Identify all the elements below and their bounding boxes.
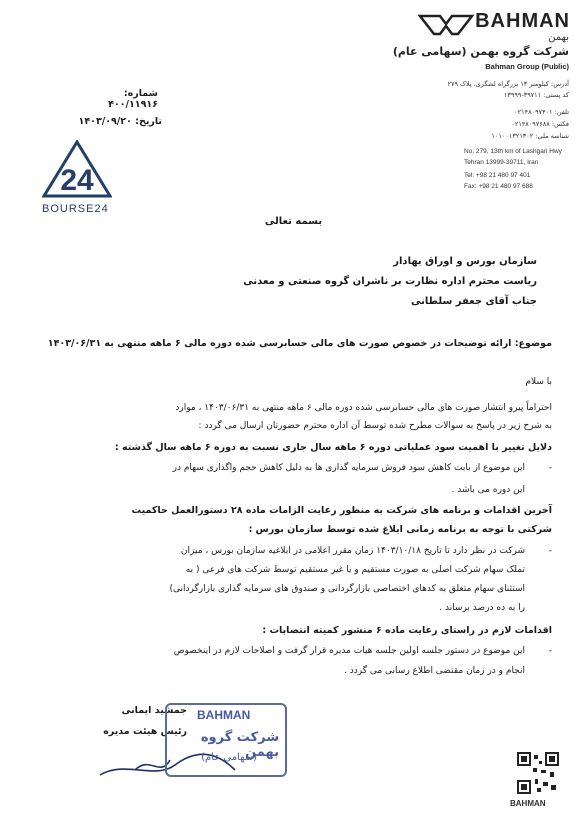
section-1-line-2: این دوره می باشد . xyxy=(451,485,525,495)
bourse24-logo-text: BOURSE24 xyxy=(42,203,109,215)
company-name-en: Bahman Group (Public) xyxy=(485,62,569,71)
stamp-company-name: شرکت گروه بهمن xyxy=(200,730,279,760)
section-heading-3: اقدامات لازم در راستای رعایت ماده ۶ منشور کمیته انتصابات : xyxy=(262,625,552,636)
recipient-line-1: سازمان بورس و اوراق بهادار xyxy=(393,256,537,267)
stamp-company-type: (سهامی عام) xyxy=(201,752,257,763)
fax-fa: فکس: ۰۲۱۴۸۰۹۷۶۸۸ xyxy=(511,120,569,128)
section-heading-2-line-1: آخرین اقدامات و برنامه های شرکت به منظور رعایت الزامات ماده ۲۸ دستورالعمل حاکمیت xyxy=(131,505,552,516)
subject: موضوع: ارائه توضیحات در خصوص صورت های مالی حسابرسی شده دوره مالی ۶ ماهه منتهی به ۱۴۰۳/۰۶/۳۱ xyxy=(47,338,552,349)
section-heading-1: دلایل تغییر با اهمیت سود عملیاتی دوره ۶ ماهه سال جاری نسبت به دوره ۶ ماهه سال گذشته : xyxy=(114,442,552,453)
city-en: Tehran 13999-39711, Iran xyxy=(464,159,539,166)
fax-en: Fax: +98 21 480 97 688 xyxy=(464,183,533,190)
bullet-dash: - xyxy=(548,546,552,556)
bullet-dash: - xyxy=(548,646,552,656)
qr-code-icon xyxy=(517,752,559,794)
brand-name: BAHMAN xyxy=(475,10,570,32)
intro-line-1: احتراماً پیرو انتشار صورت های مالی حسابرسی شده دوره مالی ۶ ماهه منتهی به ۱۴۰۳/۰۶/۳۱ ، موارد xyxy=(175,403,552,413)
national-id-fa: شناسه ملی: ۱۰۱۰۰۱۳۲۱۳۰۲ xyxy=(491,132,569,140)
section-2-line-3: استثنای سهام متعلق به کدهای اختصاصی بازارگردانی و صندوق های سرمایه گذاری بازارگردانی) xyxy=(169,584,525,594)
svg-text:24: 24 xyxy=(60,164,94,197)
address-en: No. 279, 13th km of Lashgari Hwy xyxy=(464,148,562,155)
section-1-line-1: این موضوع از بابت کاهش سود فروش سرمایه گذاری ها به دلیل کاهش حجم واگذاری سهام در xyxy=(172,463,525,473)
qr-label: BAHMAN xyxy=(510,799,546,808)
stamp-brand: BAHMAN xyxy=(197,708,251,722)
section-2-line-1: شرکت در نظر دارد تا تاریخ ۱۴۰۳/۱۰/۱۸ زمان مقرر اعلامی در ابلاغیه سازمان بورس ، میزان xyxy=(180,546,525,556)
recipient-line-3: جناب آقای جعفر سلطانی xyxy=(411,296,537,307)
signatory-name: جمشید ایمانی xyxy=(121,705,187,716)
bourse24-logo-icon xyxy=(42,140,112,198)
address-fa: آدرس: کیلومتر ۱۳ بزرگراه لشگری، پلاک ۲۷۹ xyxy=(447,80,569,88)
invocation: بسمه تعالی xyxy=(264,216,323,227)
reference-date: تاریخ: ۱۴۰۳/۰۹/۲۰ xyxy=(78,116,162,127)
section-heading-2-line-2: شرکتی با توجه به برنامه زمانی ابلاغ شده توسط سازمان بورس : xyxy=(248,524,552,535)
greeting: با سلام xyxy=(525,377,552,387)
company-stamp xyxy=(165,703,287,777)
signatory-title: رئیس هیئت مدیره xyxy=(103,726,187,737)
company-name-fa: شرکت گروه بهمن (سهامی عام) xyxy=(392,45,569,58)
tel-en: Tel: +98 21 480 97 401 xyxy=(464,172,531,179)
section-3-line-1: این موضوع در دستور جلسه اولین جلسه هیات مدیره قرار گرفت و اصلاحات لازم در اینخصوص xyxy=(173,646,525,656)
postal-code-fa: کد پستی: ۳۹۷۱۱-۱۳۹۹۹ xyxy=(503,91,569,99)
phone-fa: تلفن: ۰۲۱۴۸۰۹۷۴۰۱ xyxy=(514,108,569,116)
brand-name-fa: بهمن xyxy=(548,32,569,43)
bullet-dash: - xyxy=(548,463,552,473)
bahman-logo-icon xyxy=(418,12,474,40)
section-3-line-2: انجام و در زمان مقتضی اطلاع رسانی می گردد . xyxy=(344,666,525,676)
reference-number: شماره: ۴۰۰/۱۱۹۱۶ xyxy=(108,88,158,110)
recipient-line-2: ریاست محترم اداره نظارت بر ناشران گروه صنعتی و معدنی xyxy=(243,276,537,287)
intro-line-2: به شرح زیر در پاسخ به سوالات مطرح شده توسط آن اداره محترم حضورتان ارسال می گردد : xyxy=(198,421,552,431)
section-2-line-2: تملک سهام شرکت اصلی به صورت مستقیم و یا غیر مستقیم توسط شرکت های فرعی ( به xyxy=(185,565,525,575)
section-2-line-4: را به ده درصد برساند . xyxy=(439,603,525,613)
